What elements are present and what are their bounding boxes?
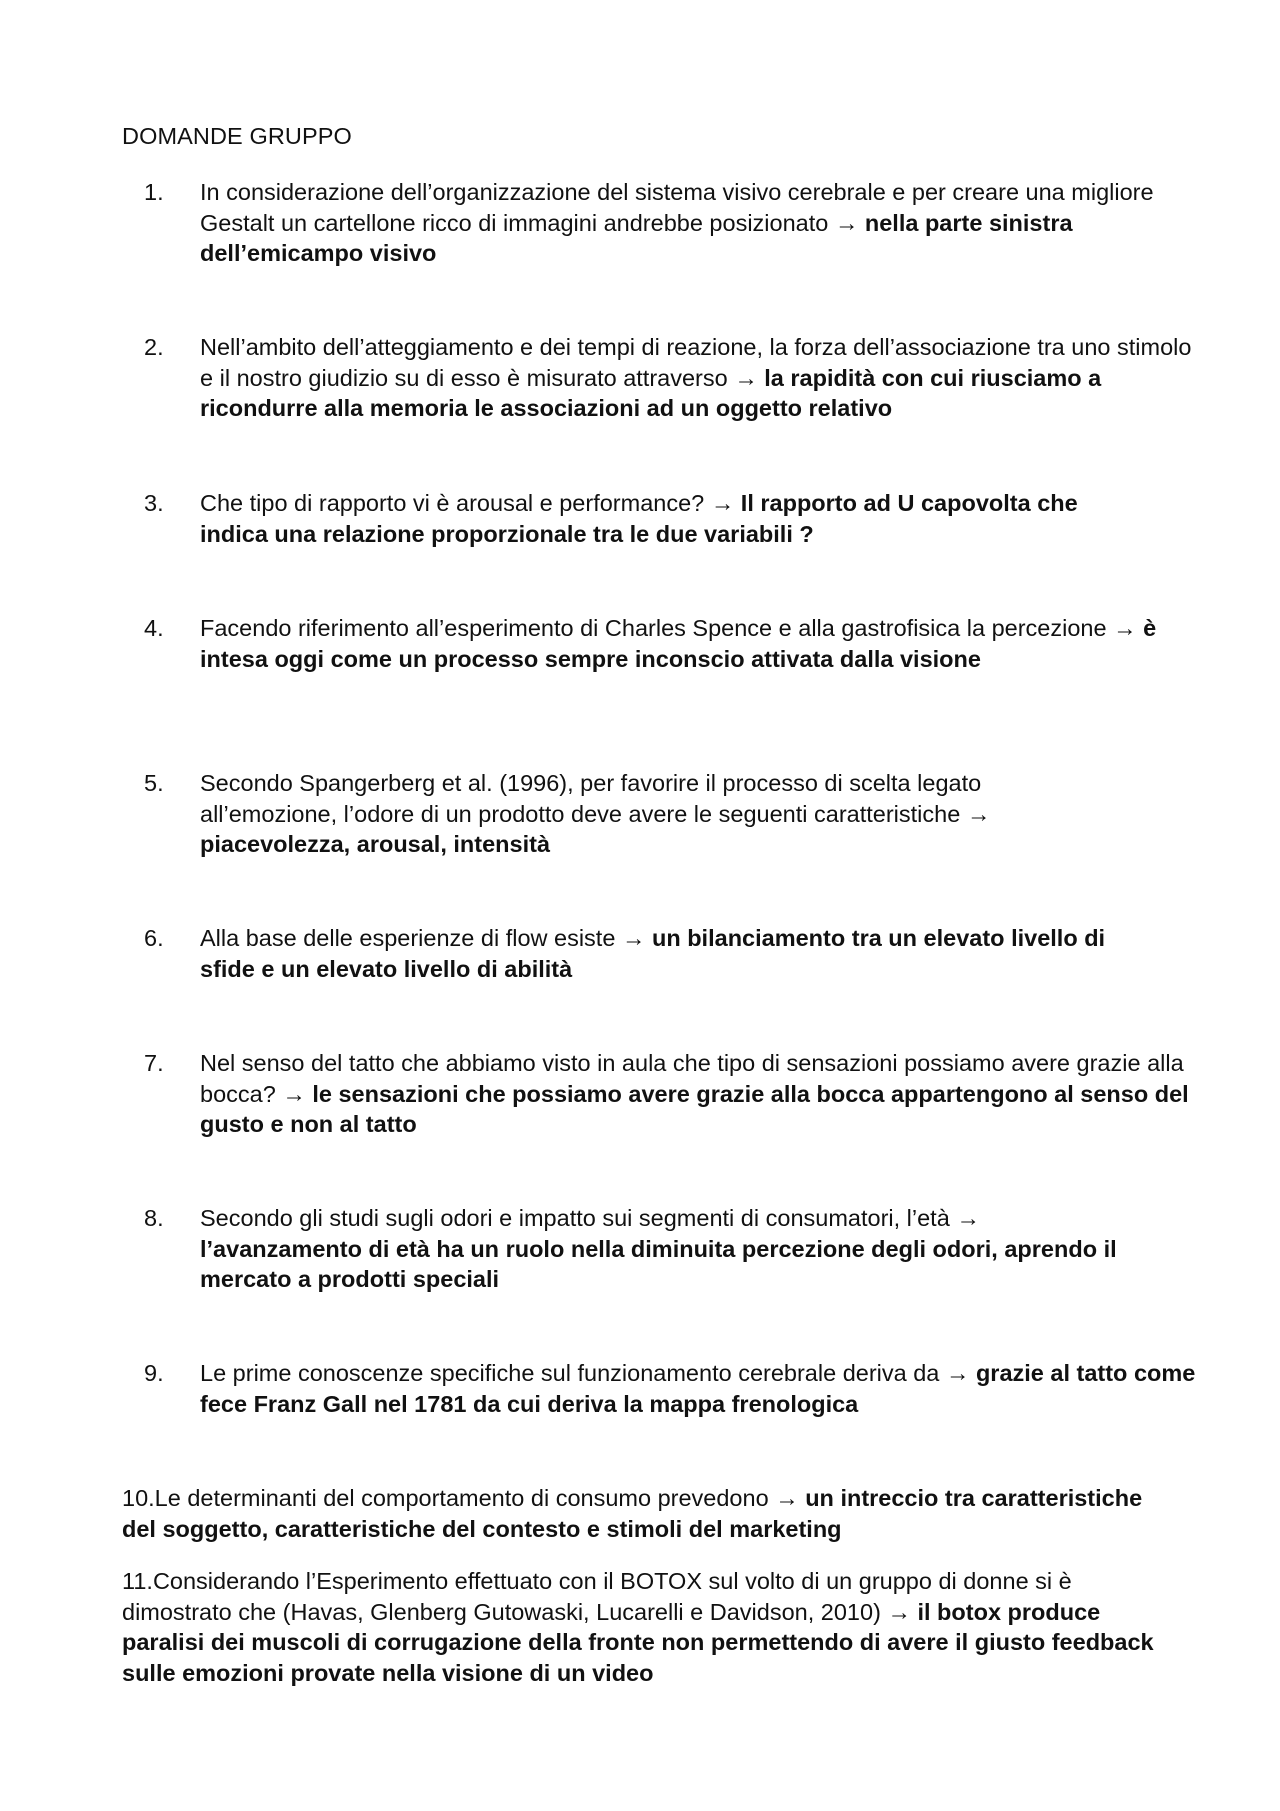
question-number: 8. <box>144 1205 164 1231</box>
question-body <box>122 1566 1172 1688</box>
question-text: Secondo gli studi sugli odori e impatto sui segmenti di consumatori, l’età → <box>200 1205 980 1231</box>
question-text: Nell’ambito dell’atteggiamento e dei tempi di reazione, la forza dell’associazione tra uno stimolo e il nostro giudizio su di esso è misurato attraverso → <box>200 334 1192 391</box>
question-text: Nel senso del tatto che abbiamo visto in aula che tipo di sensazioni possiamo avere grazie alla bocca? → <box>200 1050 1184 1107</box>
question-number: 4. <box>144 615 164 641</box>
question-text: Considerando l’Esperimento effettuato con il BOTOX sul volto di un gruppo di donne si è dimostrato che (Havas, Glenberg Gutowaski, Lucarelli e Davidson, 2010) → <box>122 1568 1072 1625</box>
answer-text: grazie al tatto come fece Franz Gall nel 1781 da cui deriva la mappa frenologica <box>200 1360 1196 1417</box>
question-body <box>200 1203 1120 1295</box>
answer-text: la rapidità con cui riusciamo a ricondurre alla memoria le associazioni ad un oggetto relativo <box>200 364 1102 421</box>
question-body <box>200 613 1200 674</box>
answer-text: nella parte sinistra dell’emicampo visivo <box>200 209 1073 266</box>
answer-text: un bilanciamento tra un elevato livello di sfide e un elevato livello di abilità <box>200 925 1106 982</box>
answer-text: l’avanzamento di età ha un ruolo nella diminuita percezione degli odori, aprendo il mercato a prodotti speciali <box>200 1235 1117 1292</box>
question-body <box>200 488 1130 549</box>
page-title: DOMANDE GRUPPO <box>122 123 352 149</box>
question-text: In considerazione dell’organizzazione del sistema visivo cerebrale e per creare una migliore Gestalt un cartellone ricco di immagini andrebbe posizionato → <box>200 179 1154 236</box>
question-text: Alla base delle esperienze di flow esiste → <box>200 925 652 951</box>
question-number: 6. <box>144 925 164 951</box>
question-body <box>122 1483 1172 1544</box>
question-body <box>200 1358 1200 1419</box>
question-text: Che tipo di rapporto vi è arousal e performance? → <box>200 490 741 516</box>
question-number: 1. <box>144 179 164 205</box>
question-number: 3. <box>144 490 164 516</box>
question-item <box>122 1483 1172 1544</box>
question-number: 9. <box>144 1360 164 1386</box>
question-text: Secondo Spangerberg et al. (1996), per favorire il processo di scelta legato all’emozione, l’odore di un prodotto deve avere le seguenti caratteristiche → <box>200 770 991 827</box>
question-number: 11. <box>122 1568 153 1594</box>
question-body <box>200 1048 1200 1140</box>
answer-text: le sensazioni che possiamo avere grazie alla bocca appartengono al senso del gusto e non al tatto <box>200 1080 1189 1137</box>
question-body <box>200 768 1120 860</box>
answer-text: è intesa oggi come un processo sempre inconscio attivata dalla visione <box>200 615 1157 672</box>
question-number: 2. <box>144 334 164 360</box>
question-number: 7. <box>144 1050 164 1076</box>
question-text: Le prime conoscenze specifiche sul funzionamento cerebrale deriva da → <box>200 1360 976 1386</box>
question-text: Le determinanti del comportamento di consumo prevedono → <box>154 1485 806 1511</box>
question-body <box>200 177 1200 269</box>
question-body <box>200 923 1120 984</box>
question-number: 10. <box>122 1485 155 1511</box>
answer-text: un intreccio tra caratteristiche del soggetto, caratteristiche del contesto e stimoli del marketing <box>122 1485 1143 1542</box>
answer-text: il botox produce paralisi dei muscoli di corrugazione della fronte non permettendo di avere il giusto feedback sulle emozioni provate nella visione di un video <box>122 1598 1154 1686</box>
question-item <box>122 1566 1172 1688</box>
answer-text: piacevolezza, arousal, intensità <box>200 831 551 857</box>
answer-text: Il rapporto ad U capovolta che indica una relazione proporzionale tra le due variabili ? <box>200 490 1078 547</box>
question-number: 5. <box>144 770 164 796</box>
question-body <box>200 332 1200 424</box>
question-text: Facendo riferimento all’esperimento di Charles Spence e alla gastrofisica la percezione → <box>200 615 1144 641</box>
